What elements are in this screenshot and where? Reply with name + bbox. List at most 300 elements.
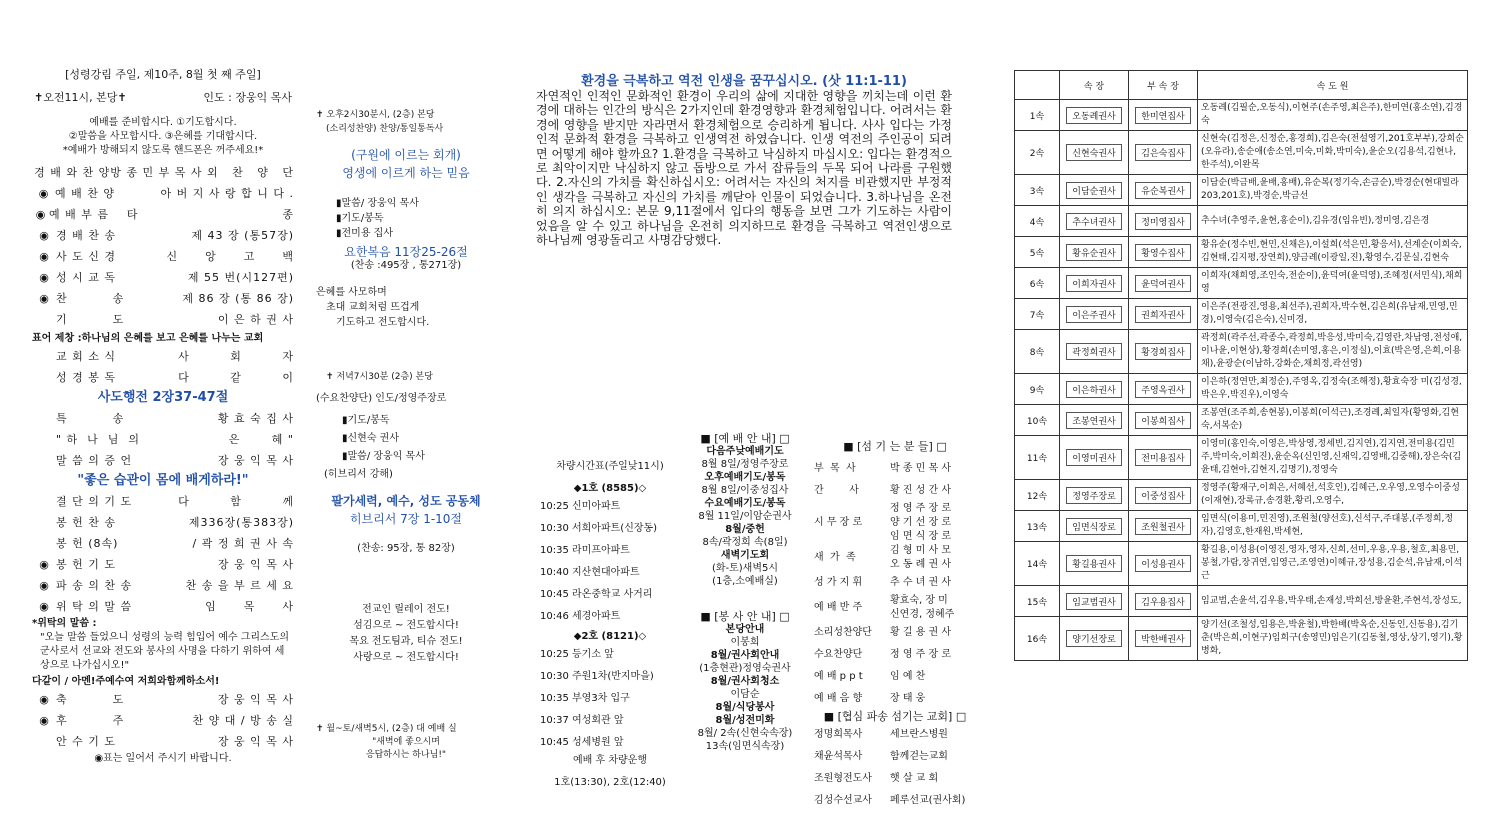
order-item-detail: 제 43 장 (통57장): [191, 229, 294, 242]
stand-mark: ◉: [39, 714, 49, 727]
order-item-title: 파 송 의 찬 송: [56, 579, 133, 592]
worship-info-title: ■ [예 배 안 내] □: [700, 432, 790, 445]
order-item-title: 봉 헌 (8속): [56, 537, 119, 550]
bus-stop: 10:40 지산현대아파트: [540, 567, 640, 578]
order-item-title: 특 송: [56, 412, 125, 425]
info-label: 새벽기도회: [720, 550, 770, 561]
group-subleader: [1129, 405, 1198, 436]
commission-text: "오늘 말씀 들었으니 성령의 능력 힘입어 예수 그리스도의 군사로서 선교와 전도와 봉사의 사명을 다하기 위하여 세상으로 나가십시오!": [40, 632, 290, 671]
order-item-detail: 장 웅 익 목 사: [217, 558, 294, 571]
subleader-name: 정미영집사: [1135, 213, 1190, 230]
bus-stop: 10:30 주원1차(반지마을): [540, 671, 654, 682]
table-row: [1015, 374, 1468, 405]
bus-stop: 10:25 신미아파트: [540, 501, 621, 512]
staff-row: [814, 622, 976, 644]
info-label: 오후예배기도/봉독: [704, 472, 786, 483]
group-number: 1속: [1015, 100, 1060, 131]
staff-row: [814, 768, 976, 790]
order-item-title: " 하 나 님 의: [56, 433, 141, 446]
group-members: 추수녀(추영주,윤현,홍순이),김유경(임유빈),정미영,김은경: [1198, 206, 1468, 237]
bus-2-title: ◆2호 (8121)◇: [573, 631, 647, 642]
group-number: 10속: [1015, 405, 1060, 436]
group-leader: [1060, 542, 1129, 586]
sermon-summary-title: 환경을 극복하고 역전 인생을 꿈꾸십시오. (삿 11:1-11): [581, 74, 907, 89]
order-item-detail: 장 웅 익 목 사: [217, 693, 294, 706]
staff-role: 예 배 p p t: [814, 671, 863, 682]
group-members: 임교범,손윤석,김우용,박우태,손재성,박희선,방윤환,주현석,장성도,: [1198, 586, 1468, 617]
scripture-title: 사도행전 2장37-47절: [97, 390, 229, 405]
leader-name: 이은주권사: [1066, 306, 1121, 323]
order-item: [32, 246, 294, 267]
bus-after-times: 1호(13:30), 2호(12:40): [554, 777, 666, 788]
order-item-title: 기 도: [56, 313, 125, 326]
svc1-title-line: (구원에 이르는 회개): [351, 148, 461, 162]
order-of-worship: [32, 66, 294, 766]
group-members: 이영미(홍인숙,이영은,박상영,정세빈,김지연),김지연,전미용(김민주,박미숙,이희진),윤순옥(신인영,신재익,김영배,김중해),장은숙(김윤태,김현아,김현지,김명기),정영숙: [1198, 436, 1468, 480]
group-leader: [1060, 617, 1129, 661]
group-leader: [1060, 436, 1129, 480]
group-leader: [1060, 480, 1129, 511]
svc1-heading: ✝ 오후2시30분시, (2층) 본당: [316, 110, 435, 120]
service-leader: 인도 : 장웅익 목사: [203, 91, 292, 104]
info-value: 8월/ 2속(신현숙속장): [697, 728, 793, 739]
staff-row: [814, 644, 976, 666]
afternoon-services: [316, 108, 496, 762]
svc3-line: 응답하시는 하나님!": [365, 750, 447, 760]
order-item-title: 사 도 신 경: [56, 250, 116, 263]
prayer-line: 은혜를 사모하며: [316, 287, 387, 298]
svc1-item: ▮기도/봉독: [336, 213, 384, 224]
leader-name: 임교범권사: [1066, 593, 1121, 610]
stand-mark: ◉: [39, 229, 49, 242]
evang-line: 사랑으로 ~ 전도합시다!: [353, 652, 459, 663]
group-members: 조봉연(조주희,송현봉),이봉희(이석근),조경례,최일자(황영화,김현숙,서복순): [1198, 405, 1468, 436]
bus-stop: 10:37 여성회관 앞: [540, 715, 624, 726]
subleader-name: 황경희집사: [1135, 343, 1190, 360]
group-leader: [1060, 268, 1129, 299]
order-item: [32, 710, 294, 731]
evang-line: 목요 전도팀과, 티슈 전도!: [349, 636, 463, 647]
group-subleader: [1129, 100, 1198, 131]
order-list: [32, 689, 294, 752]
order-list: [32, 346, 294, 388]
info-label: 본당안내: [725, 624, 765, 635]
group-number: 15속: [1015, 586, 1060, 617]
order-item-title: 성 경 봉 독: [56, 371, 116, 384]
staff-name: 황 길 용 권 사: [890, 627, 952, 638]
group-members: 임면식(이용미,민진영),조원철(양선호),신석구,주대봉,(주정희,정자),김영호,한재원,박세현,: [1198, 511, 1468, 542]
bus-stop: 10:45 라온중학교 사거리: [540, 589, 653, 600]
table-row: [1015, 511, 1468, 542]
staff-name: 추 수 녀 권 사: [890, 577, 952, 588]
subleader-name: 황영수집사: [1135, 244, 1190, 261]
group-subleader: [1129, 175, 1198, 206]
stand-mark: ◉: [39, 693, 49, 706]
group-subleader: [1129, 299, 1198, 330]
serving-staff: [814, 440, 976, 812]
order-item: [32, 491, 294, 512]
bus-stop: 10:46 세경아파트: [540, 611, 621, 622]
svc3-line: "새벽에 좋으시며: [372, 737, 440, 747]
cell-group-table: [1014, 70, 1468, 661]
staff-name: 박 종 민 목 사: [890, 463, 952, 474]
info-label: 8월/권사회청소: [710, 676, 780, 687]
leader-name: 오동례권사: [1066, 107, 1121, 124]
worship-info: [680, 432, 810, 753]
group-leader: [1060, 405, 1129, 436]
leader-name: 신현숙권사: [1066, 144, 1121, 161]
order-item: [32, 554, 294, 575]
staff-row: [814, 688, 976, 710]
staff-row: [814, 480, 976, 502]
stand-mark: ◉: [39, 558, 49, 571]
svc2-note: (히브리서 강해): [324, 469, 393, 480]
info-value: 이봉희: [730, 637, 760, 648]
staff-row: [814, 594, 976, 622]
order-item-detail: 은 혜 ": [228, 433, 294, 446]
group-leader: [1060, 206, 1129, 237]
evangelism-box: [316, 602, 496, 666]
order-item-title: 봉 헌 찬 송: [56, 516, 116, 529]
order-item-title: 봉 헌 기 도: [56, 558, 116, 571]
leader-name: 곽정희권사: [1066, 343, 1121, 360]
group-leader: [1060, 299, 1129, 330]
group-number: 8속: [1015, 330, 1060, 374]
svc1-hymn: (찬송 :495장 , 통271장): [350, 260, 462, 271]
response-line: 다같이 / 아멘!주예수여 저희와함께하소서!: [32, 676, 220, 687]
staff-role: 부 목 사: [814, 463, 856, 474]
staff-role: 김성수선교사: [814, 795, 872, 806]
subleader-name: 전미용집사: [1135, 449, 1190, 466]
group-number: 4속: [1015, 206, 1060, 237]
staff-name: 함께걷는교회: [890, 751, 948, 762]
group-leader: [1060, 586, 1129, 617]
group-number: 12속: [1015, 480, 1060, 511]
prep-line: 예배를 준비합시다. ①기도합시다.: [89, 117, 237, 128]
group-leader: [1060, 330, 1129, 374]
group-number: 14속: [1015, 542, 1060, 586]
order-item: [32, 408, 294, 429]
staff-role: 정명희목사: [814, 729, 863, 740]
info-value: 이담순: [730, 689, 760, 700]
group-subleader: [1129, 131, 1198, 175]
group-leader: [1060, 100, 1129, 131]
order-item: [32, 429, 294, 450]
staff-role: 수요찬양단: [814, 649, 863, 660]
group-members: 신현숙(김정은,신정순,홍경희),김은숙(전설영기,201호부부),강희순(오유라),송순애(송소연,미숙,미화,박미숙),윤순오(김용석,김현나,한주석),이완목: [1198, 131, 1468, 175]
table-row: [1015, 237, 1468, 268]
mission-title: ■ [협심 파송 섬기는 교회] □: [823, 710, 967, 723]
order-item-title: 예 배 부 름: [48, 208, 109, 221]
svc1-item: ▮전미용 집사: [336, 228, 393, 239]
leader-name: 황유순권사: [1066, 244, 1121, 261]
table-row: [1015, 131, 1468, 175]
svc2-item: ▮말씀/ 장웅익 목사: [342, 451, 425, 462]
staff-role: 시 무 장 로: [814, 517, 863, 528]
staff-name: 정 영 주 장 로 양 기 선 장 로 임 면 식 장 로: [890, 503, 952, 542]
order-item-detail: 제 55 번(시127편): [187, 271, 294, 284]
subleader-name: 권희자권사: [1135, 306, 1190, 323]
group-members: 황길용,이성용(이영진,영자,영자,신희,선미,우용,우용,철호,최용민,봉철,가람,장귀연,임영근,조영연)이혜규,장성용,김순석,유남재,이석근: [1198, 542, 1468, 586]
svc2-item: ▮신현숙 권사: [342, 433, 399, 444]
bus-after: 예배 후 차량운행: [573, 755, 647, 766]
info-label: 다음주낮예배기도: [706, 446, 784, 457]
order-item-title: 위 탁 의 말 씀: [56, 600, 133, 613]
group-number: 5속: [1015, 237, 1060, 268]
staff-row: [814, 502, 976, 544]
order-item-detail: 제 86 장 (통 86 장): [182, 292, 294, 305]
staff-row: [814, 724, 976, 746]
table-row: [1015, 175, 1468, 206]
staff-name: 임 예 찬: [890, 671, 926, 682]
staff-name: 장 태 웅: [890, 693, 926, 704]
staff-role: 성 가 지 휘: [814, 577, 863, 588]
order-item-title: 안 수 기 도: [56, 735, 116, 748]
subleader-name: 박한배권사: [1135, 630, 1190, 647]
table-header: 부 속 장: [1129, 71, 1198, 100]
leader-name: 이영미권사: [1066, 449, 1121, 466]
bus-1-title: ◆1호 (8585)◇: [573, 483, 647, 494]
svc1-item: ▮말씀/ 장웅익 목사: [336, 198, 419, 209]
staff-role: 예 배 음 향: [814, 693, 863, 704]
staff-row: [814, 572, 976, 594]
stand-mark: ◉: [39, 292, 49, 305]
table-row: [1015, 330, 1468, 374]
order-list: [32, 162, 294, 330]
table-row: [1015, 436, 1468, 480]
order-item-title: 후 주: [56, 714, 125, 727]
stand-mark: ◉: [39, 600, 49, 613]
service-time: ✝오전11시, 본당✝: [34, 91, 127, 104]
info-value: 8월 8일/정영주장로: [701, 459, 789, 470]
staff-row: [814, 666, 976, 688]
order-item-title: 교 회 소 식: [56, 350, 116, 363]
group-leader: [1060, 237, 1129, 268]
footnote: ◉표는 일어서 주시기 바랍니다.: [94, 753, 232, 764]
bus-title: 차량시간표(주일낮11시): [556, 461, 664, 472]
info-label: 8월/중헌: [725, 524, 765, 535]
staff-name: 황 진 성 간 사: [890, 485, 952, 496]
leader-name: 황길용권사: [1066, 555, 1121, 572]
order-item-detail: 이 은 하 권 사: [217, 313, 294, 326]
order-item: [32, 512, 294, 533]
leader-name: 이은하권사: [1066, 381, 1121, 398]
group-subleader: [1129, 480, 1198, 511]
info-label: 8월/식당봉사: [715, 702, 775, 713]
group-subleader: [1129, 237, 1198, 268]
order-item-detail: 장 웅 익 목 사: [217, 735, 294, 748]
table-row: [1015, 299, 1468, 330]
group-subleader: [1129, 436, 1198, 480]
staff-role: 예 배 반 주: [814, 602, 863, 613]
group-subleader: [1129, 511, 1198, 542]
order-item-detail: 임 목 사: [205, 600, 294, 613]
svc2-title: 팔가세력, 예수, 성도 공동체: [331, 494, 481, 508]
evang-line: 섬김으로 ~ 전도합시다!: [353, 620, 459, 631]
group-subleader: [1129, 206, 1198, 237]
subleader-name: 이중성집사: [1135, 487, 1190, 504]
leader-name: 추수녀권사: [1066, 213, 1121, 230]
order-list: [32, 491, 294, 617]
info-value: (화-토)새벽5시: [711, 563, 779, 574]
subleader-name: 김은숙집사: [1135, 144, 1190, 161]
group-members: 곽정희(곽주선,곽종수,곽정희,박응성,박미숙,김영란,차남영,전성애,이나윤,이현상),황경희(손미영,홍은,이정실),이효(박은영,은희,이용채),윤광순(이남하,강화순,채희정,곽선영): [1198, 330, 1468, 374]
order-item: [32, 183, 294, 204]
group-number: 13속: [1015, 511, 1060, 542]
group-members: 황유순(정수빈,현민,신채은),이설희(석은민,황응서),선계순(이희숙,김현태,김지평,장연희),양금례(이광일,진),황영수,김문실,김현숙: [1198, 237, 1468, 268]
order-item: [32, 596, 294, 617]
group-members: 이희자(채희영,조인숙,전순이),윤덕여(윤덕영),조혜정(서민식),채희영: [1198, 268, 1468, 299]
bus-schedule: [540, 460, 680, 790]
bus-stop: 10:35 라미프아파트: [540, 545, 630, 556]
info-value: (1층현관)정영숙권사: [699, 663, 791, 674]
group-number: 16속: [1015, 617, 1060, 661]
group-subleader: [1129, 374, 1198, 405]
info-value: 8월 11일/이암순권사: [698, 511, 792, 522]
order-item: [32, 162, 294, 183]
leader-name: 이담순권사: [1066, 182, 1121, 199]
subleader-name: 주영옥권사: [1135, 381, 1190, 398]
leader-name: 조봉연권사: [1066, 412, 1121, 429]
staff-role: 간 사: [814, 485, 859, 496]
info-value: 8속/곽정희 속(8일): [702, 537, 788, 548]
group-number: 11속: [1015, 436, 1060, 480]
motto: 표어 제창 :하나님의 은혜를 보고 은혜를 나누는 교회: [32, 333, 264, 344]
order-item-title: 예 배 찬 양: [55, 187, 116, 200]
stand-mark: ◉: [35, 208, 46, 221]
order-item-detail: 신 앙 고 백: [166, 250, 294, 263]
order-item-detail: 제336장(통383장): [188, 516, 294, 529]
svc2-scripture: 히브리서 7장 1-10절: [349, 512, 463, 526]
table-row: [1015, 206, 1468, 237]
table-row: [1015, 268, 1468, 299]
order-item-title: 경 배 와 찬 양: [34, 166, 111, 179]
sermon-summary-body: 자연적인 인적인 문화적인 환경이 우리의 삶에 지대한 영향을 끼치는데 이런 환경에 대하는 인간의 방식은 2가지인데 환경영향과 환경체험입니다. 어려서는 환경에 영향을 받지만 자라면서 환경체험으로 승리하게 됩니다. 사사 입다는 가정 인적 문화적 환경을 극복하고 인생역전 하였습니다. 인생 역전의 주인공이 되려면 어떻게 해야 할까요? 1.환경을 극복하고 낙심하지 마십시오: 입다는 환경적으로 최악이지만 낙심하지 않고 돕방으로 가서 잡류들의 두목 되어 나라를 구원했다. 2.자신의 가치를 확신하십시오: 어려서는 자신의 처지를 비관했지만 부정적인 생각을 극복하고 자신의 가치를 깨닫아 인물이 되었습니다. 3.하나님을 온전히 의지 하십시오: 본문 9,11절에서 입다의 행동을 보면 그가 기도하는 사람이었음을 알 수 있고 하나님을 온전히 의지하므로 환경을 극복하고 역전인생으로 하나님께 영광돌리고 사명감당했다.: [536, 89, 952, 248]
order-item-title: 결 단 의 기 도: [56, 495, 133, 508]
order-item-title: 성 시 교 독: [56, 271, 116, 284]
order-item-detail: 사 회 자: [178, 350, 294, 363]
stand-mark: ◉: [39, 271, 49, 284]
prep-notes: [32, 116, 294, 158]
order-item-detail: 찬 송 을 부 르 세 요: [185, 579, 294, 592]
order-item-detail: 다 함 께: [178, 495, 294, 508]
leader-name: 정영주장로: [1066, 487, 1121, 504]
group-members: 오동례(김필순,오동식),이현주(손주영,최은주),한미연(홍소연),김경숙: [1198, 100, 1468, 131]
staff-title: ■ [섬 기 는 분 들] □: [843, 440, 947, 453]
order-item: [32, 367, 294, 388]
group-number: 9속: [1015, 374, 1060, 405]
svc3-heading: ✝ 월~토/새벽5시, (2층) 대 예배 실: [316, 724, 457, 734]
staff-name: 김 형 미 사 모 오 동 례 권 사: [890, 545, 952, 570]
svc2-sub: (수요찬양단) 인도/정영주장로: [316, 393, 447, 404]
staff-name: 세브란스병원: [890, 729, 948, 740]
service-info-title: ■ [봉 사 안 내] □: [700, 610, 790, 623]
order-item: [32, 689, 294, 710]
table-row: [1015, 480, 1468, 511]
order-item: [32, 533, 294, 554]
info-label: 8월/성전미화: [715, 715, 775, 726]
group-leader: [1060, 131, 1129, 175]
staff-name: 페루선교(권사회): [890, 795, 966, 806]
bus-stop: 10:30 서희아파트(신장동): [540, 523, 658, 534]
group-number: 7속: [1015, 299, 1060, 330]
group-members: 이은하(정연만,최정순),주영옥,김정숙(조해정),황효숙장 미(김성경,박은우,박진우),이영숙: [1198, 374, 1468, 405]
table-row: [1015, 586, 1468, 617]
sermon-title: "좋은 습관이 몸에 배게하라!": [77, 473, 249, 488]
group-subleader: [1129, 542, 1198, 586]
leader-name: 이희자권사: [1066, 275, 1121, 292]
staff-role: 소리성찬양단: [814, 627, 872, 638]
order-item: [32, 731, 294, 752]
prayer-line: 기도하고 전도합시다.: [336, 317, 430, 328]
subleader-name: 유순복권사: [1135, 182, 1190, 199]
order-item-title: 말 씀 의 증 언: [56, 454, 133, 467]
order-item-detail: 아 버 지 사 랑 합 니 다 .: [160, 187, 294, 200]
order-item-detail: 타 종: [126, 208, 294, 221]
group-subleader: [1129, 268, 1198, 299]
worship-header: [성령강림 주일, 제10주, 8월 첫 째 주일]: [65, 68, 261, 81]
order-item-detail: 다 같 이: [178, 371, 294, 384]
group-members: 이담순(박금배,윤배,홍배),유순복(정기숙,손금순),박경순(현대빌라203,201호),박경순,박금선: [1198, 175, 1468, 206]
table-row: [1015, 542, 1468, 586]
bus-stop: 10:45 성세병원 앞: [540, 737, 624, 748]
order-item: [32, 225, 294, 246]
group-leader: [1060, 511, 1129, 542]
table-header: [1015, 71, 1060, 100]
staff-row: [814, 746, 976, 768]
leader-name: 임면식장로: [1066, 518, 1121, 535]
group-members: 이은주(전광진,영용,최선주),권희자,박수현,김은희(유남재,민영,민경),이영숙(김은숙),신미경,: [1198, 299, 1468, 330]
info-value: (1층,소예배실): [712, 576, 778, 587]
staff-row: [814, 458, 976, 480]
group-subleader: [1129, 330, 1198, 374]
order-item: [32, 309, 294, 330]
svc2-heading: ✝ 저녁7시30분 (2층) 본당: [326, 372, 433, 382]
staff-name: 황효숙, 장 미 신연경, 정혜주: [890, 595, 955, 620]
group-number: 3속: [1015, 175, 1060, 206]
group-members: 정영주(황재구,이희은,서혜선,석호인),김혜근,오우영,오영수이중성(이재현),장록규,송경환,황리,오영수,: [1198, 480, 1468, 511]
order-item: [32, 204, 294, 225]
subleader-name: 윤덕여권사: [1135, 275, 1190, 292]
subleader-name: 김우용집사: [1135, 593, 1190, 610]
info-label: 8월/권사회안내: [710, 650, 780, 661]
staff-name: 정 영 주 장 로: [890, 649, 952, 660]
group-members: 양기선(조철성,임용은,박윤철),박한배(박옥순,신동인,신동용),김기춘(박은희,이현구)임희구(송영민)임은기(김동철,영상,상기,영기),황병화,: [1198, 617, 1468, 661]
info-value: 13속(임면식속장): [705, 741, 785, 752]
leader-name: 양기선장로: [1066, 630, 1121, 647]
svc2-hymn: (찬송: 95장, 통 82장): [357, 543, 455, 554]
staff-role: 채윤석목사: [814, 751, 863, 762]
subleader-name: 조원철권사: [1135, 518, 1190, 535]
svc1-scripture: 요한복음 11장25-26절: [344, 245, 468, 259]
bus-stop: 10:35 부영3차 입구: [540, 693, 630, 704]
group-number: 2속: [1015, 131, 1060, 175]
group-number: 6속: [1015, 268, 1060, 299]
order-item: [32, 346, 294, 367]
prep-line: ②말씀을 사모합시다. ③은혜를 기대합시다.: [68, 131, 258, 142]
order-item-detail: 황 효 숙 집 사: [217, 412, 294, 425]
subleader-name: 이성용권사: [1135, 555, 1190, 572]
group-leader: [1060, 374, 1129, 405]
order-item-title: 경 배 찬 송: [56, 229, 116, 242]
sermon-summary: [536, 70, 952, 247]
staff-name: 햇 살 교 회: [890, 773, 939, 784]
group-subleader: [1129, 586, 1198, 617]
table-row: [1015, 405, 1468, 436]
bus-stop: 10:25 등기소 앞: [540, 649, 614, 660]
svc2-item: ▮기도/봉독: [342, 415, 390, 426]
commission-label: *위탁의 말씀 :: [32, 618, 97, 629]
